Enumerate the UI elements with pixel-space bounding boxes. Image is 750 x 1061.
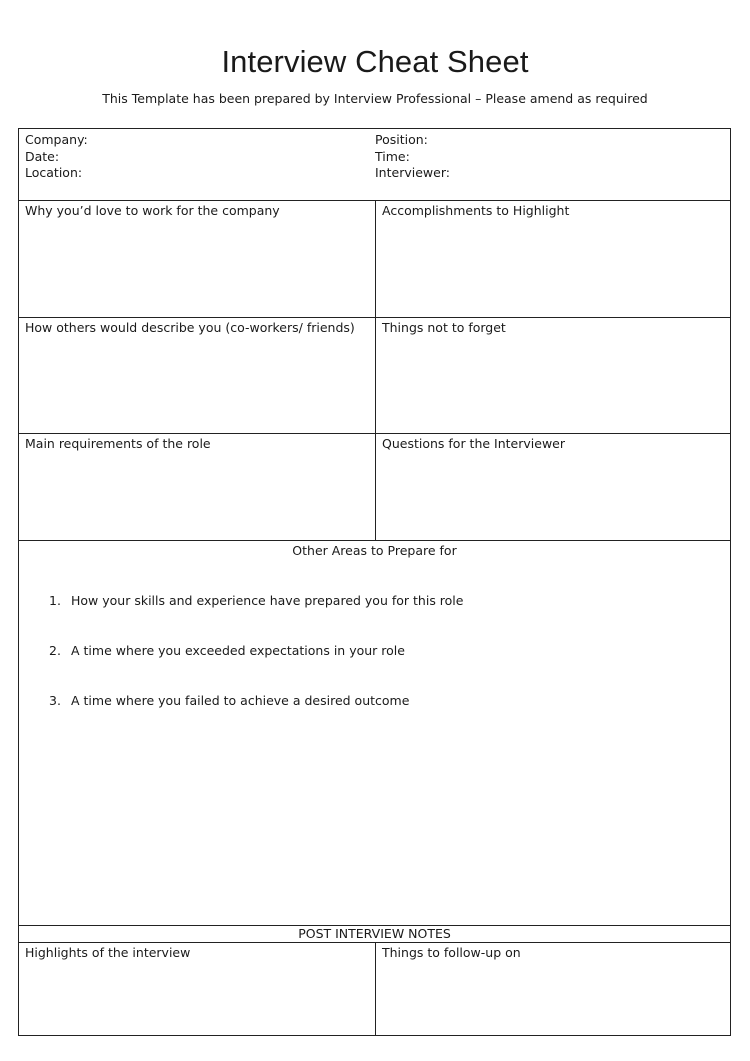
accomplishments-box[interactable]: [376, 201, 730, 317]
prepare-item-text: How your skills and experience have prepared you for this role: [71, 593, 464, 608]
why-work-for-company-label: Why you’d love to work for the company: [25, 203, 280, 218]
prepare-item-number: 3.: [49, 693, 61, 708]
interviewer-field[interactable]: Interviewer:: [375, 165, 450, 180]
section-row-1: [19, 201, 730, 318]
position-field[interactable]: Position:: [375, 132, 428, 147]
company-field[interactable]: Company:: [25, 132, 88, 147]
section-row-3: [19, 434, 730, 541]
questions-for-interviewer-label: Questions for the Interviewer: [382, 436, 565, 451]
main-requirements-box[interactable]: [19, 434, 376, 540]
accomplishments-label: Accomplishments to Highlight: [382, 203, 570, 218]
info-row: [19, 129, 730, 201]
post-interview-heading-row: [19, 926, 730, 943]
prepare-item-2: [49, 643, 463, 693]
location-field[interactable]: Location:: [25, 165, 83, 180]
post-interview-notes-row: [19, 943, 730, 1035]
interview-highlights-label: Highlights of the interview: [25, 945, 191, 960]
how-others-describe-box[interactable]: [19, 318, 376, 433]
prepare-item-text: A time where you failed to achieve a desired outcome: [71, 693, 410, 708]
info-left-column: [25, 132, 88, 182]
prepare-item-1: [49, 593, 463, 643]
prepare-item-3: [49, 693, 463, 743]
date-field[interactable]: Date:: [25, 148, 60, 164]
follow-up-box[interactable]: [376, 943, 730, 1035]
cheat-sheet-table: [18, 128, 731, 1036]
prepare-item-number: 1.: [49, 593, 61, 608]
time-field[interactable]: Time:: [375, 148, 410, 164]
section-row-2: [19, 318, 730, 434]
prepare-item-text: A time where you exceeded expectations in your role: [71, 643, 405, 658]
document-subtitle: This Template has been prepared by Interview Professional – Please amend as required: [102, 91, 648, 106]
interview-highlights-box[interactable]: [19, 943, 376, 1035]
why-work-for-company-box[interactable]: [19, 201, 376, 317]
how-others-describe-label: How others would describe you (co-workers/ friends): [25, 320, 355, 335]
questions-for-interviewer-box[interactable]: [376, 434, 730, 540]
things-not-to-forget-label: Things not to forget: [382, 320, 506, 335]
post-interview-heading: POST INTERVIEW NOTES: [298, 926, 451, 941]
prepare-item-number: 2.: [49, 643, 61, 658]
prepare-list: [49, 593, 463, 743]
other-areas-box[interactable]: [19, 541, 730, 925]
info-right-column: [375, 132, 450, 182]
things-not-to-forget-box[interactable]: [376, 318, 730, 433]
main-requirements-label: Main requirements of the role: [25, 436, 211, 451]
other-areas-heading: Other Areas to Prepare for: [292, 543, 457, 558]
document-title: Interview Cheat Sheet: [221, 44, 529, 79]
follow-up-label: Things to follow-up on: [382, 945, 521, 960]
other-areas-section: [19, 541, 730, 926]
